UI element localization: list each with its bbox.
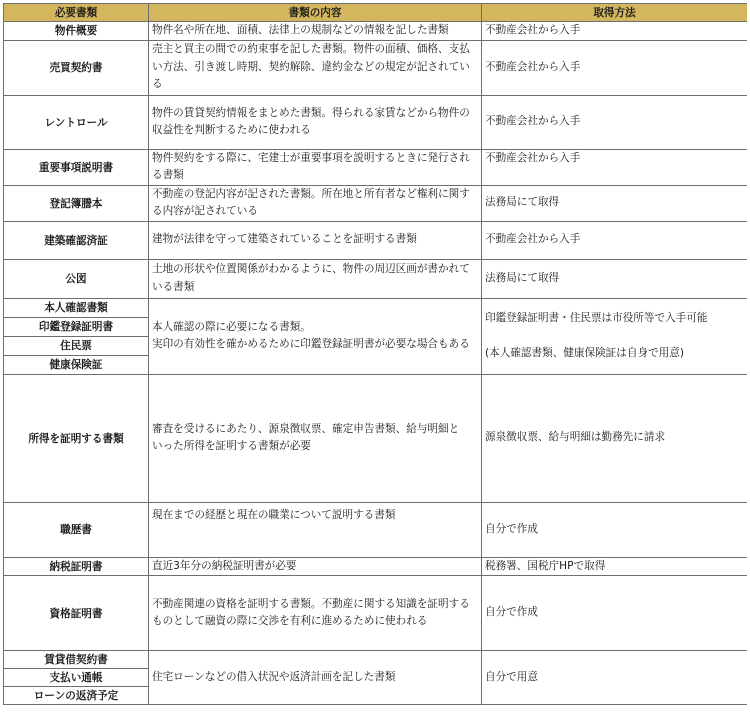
method-line: 不動産会社から入手	[485, 24, 581, 36]
document-content	[149, 40, 482, 95]
document-name: レントロール	[4, 95, 149, 149]
acquisition-method	[482, 40, 748, 95]
method-line: 自分で用意	[485, 670, 538, 683]
method-line: 印鑑登録証明書・住民票は市役所等で入手可能	[485, 311, 708, 324]
header-method: 取得方法	[482, 4, 748, 22]
content-line: 土地の形状や位置関係がわかるように、物件の周辺区画が書かれて	[152, 263, 470, 275]
method-line: 不動産会社から入手	[485, 151, 581, 164]
method-line: 法務局にて取得	[485, 271, 560, 284]
content-line: 物件名や所在地、面積、法律上の規制などの情報を記した書類	[152, 24, 449, 36]
document-name: 職歴書	[4, 502, 149, 557]
method-line: 税務署、国税庁HPで取得	[485, 559, 606, 572]
header-content: 書類の内容	[149, 4, 482, 22]
content-line: 現在までの経歴と現在の職業について説明する書類	[152, 508, 396, 521]
method-line: 不動産会社から入手	[485, 60, 581, 73]
method-line: 不動産会社から入手	[485, 115, 581, 128]
method-line	[485, 327, 744, 345]
method-line: 源泉徴収票、給与明細は勤務先に請求	[485, 431, 666, 444]
document-name: 住民票	[4, 336, 149, 355]
document-content	[149, 576, 482, 651]
table-row	[4, 22, 748, 41]
document-name: 資格証明書	[4, 576, 149, 651]
document-content	[149, 221, 482, 259]
document-name: 印鑑登録証明書	[4, 317, 149, 336]
document-name: 所得を証明する書類	[4, 374, 149, 502]
content-line: る書類	[152, 169, 184, 181]
table-row	[4, 651, 748, 669]
document-content	[149, 502, 482, 557]
content-line: ものとして融資の際に交渉を有利に進めるために使われる	[152, 615, 428, 627]
document-name: 登記簿謄本	[4, 185, 149, 221]
table-row	[4, 40, 748, 95]
acquisition-method	[482, 259, 748, 298]
content-line: 不動産の登記内容が記された書類。所在地と所有者など権利に関す	[152, 187, 470, 200]
acquisition-method	[482, 576, 748, 651]
method-line: 法務局にて取得	[485, 196, 560, 209]
acquisition-method	[482, 22, 748, 41]
document-content	[149, 185, 482, 221]
content-line: 審査を受けるにあたり、源泉徴収票、確定申告書類、給与明細と	[152, 422, 460, 435]
header-document: 必要書類	[4, 4, 149, 22]
document-name: 賃貸借契約書	[4, 651, 149, 669]
document-name: 建築確認済証	[4, 221, 149, 259]
document-name: 本人確認書類	[4, 298, 149, 317]
table-row	[4, 149, 748, 185]
acquisition-method	[482, 374, 748, 502]
method-line: 自分で作成	[485, 606, 538, 619]
document-name: 納税証明書	[4, 557, 149, 576]
content-line: いる書類	[152, 280, 195, 293]
acquisition-method	[482, 149, 748, 185]
table-row	[4, 374, 748, 502]
acquisition-method	[482, 185, 748, 221]
content-line: 本人確認の際に必要になる書類。	[152, 320, 311, 333]
content-line: 収益性を判断するために使われる	[152, 124, 311, 136]
table-header-row	[4, 4, 748, 22]
content-line: いった所得を証明する書類が必要	[152, 440, 311, 452]
document-name: 支払い通帳	[4, 669, 149, 687]
content-line: 実印の有効性を確かめるために印鑑登録証明書が必要な場合もある	[152, 338, 470, 350]
document-content	[149, 259, 482, 298]
content-line: 建物が法律を守って建築されていることを証明する書類	[152, 233, 417, 246]
acquisition-method	[482, 557, 748, 576]
document-name: 健康保険証	[4, 355, 149, 374]
acquisition-method	[482, 502, 748, 557]
content-line: る	[152, 78, 163, 91]
table-row	[4, 576, 748, 651]
acquisition-method	[482, 298, 748, 374]
content-line: 住宅ローンなどの借入状況や返済計画を記した書類	[152, 670, 396, 683]
table-row	[4, 557, 748, 576]
table-row	[4, 95, 748, 149]
table-row	[4, 502, 748, 557]
content-line: 物件の賃貸契約情報をまとめた書類。得られる家賃などから物件の	[152, 106, 470, 119]
document-name: 売買契約書	[4, 40, 149, 95]
method-line: 不動産会社から入手	[485, 233, 581, 246]
document-name: ローンの返済予定	[4, 687, 149, 705]
table-row	[4, 221, 748, 259]
content-line: い方法、引き渡し時期、契約解除、違約金などの規定が記されてい	[152, 60, 470, 73]
method-line: (本人確認書類、健康保険証は自身で用意)	[485, 346, 684, 359]
document-content	[149, 149, 482, 185]
required-documents-table	[3, 3, 747, 705]
acquisition-method	[482, 221, 748, 259]
method-line: 自分で作成	[485, 522, 538, 535]
table-row	[4, 259, 748, 298]
document-content	[149, 22, 482, 41]
document-content	[149, 557, 482, 576]
document-content	[149, 374, 482, 502]
document-name: 物件概要	[4, 22, 149, 41]
document-table-container	[3, 3, 747, 711]
content-line: 直近3年分の納税証明書が必要	[152, 559, 297, 572]
content-line: 物件契約をする際に、宅建士が重要事項を説明するときに発行され	[152, 151, 470, 164]
acquisition-method	[482, 95, 748, 149]
document-content	[149, 298, 482, 374]
acquisition-method	[482, 651, 748, 705]
document-content	[149, 651, 482, 705]
content-line: る内容が記されている	[152, 205, 258, 217]
table-row	[4, 185, 748, 221]
document-name: 公図	[4, 259, 149, 298]
table-row	[4, 298, 748, 317]
content-line: 不動産関連の資格を証明する書類。不動産に関する知識を証明する	[152, 597, 470, 610]
document-name: 重要事項説明書	[4, 149, 149, 185]
document-content	[149, 95, 482, 149]
content-line: 売主と買主の間での約束事を記した書類。物件の面積、価格、支払	[152, 43, 470, 56]
